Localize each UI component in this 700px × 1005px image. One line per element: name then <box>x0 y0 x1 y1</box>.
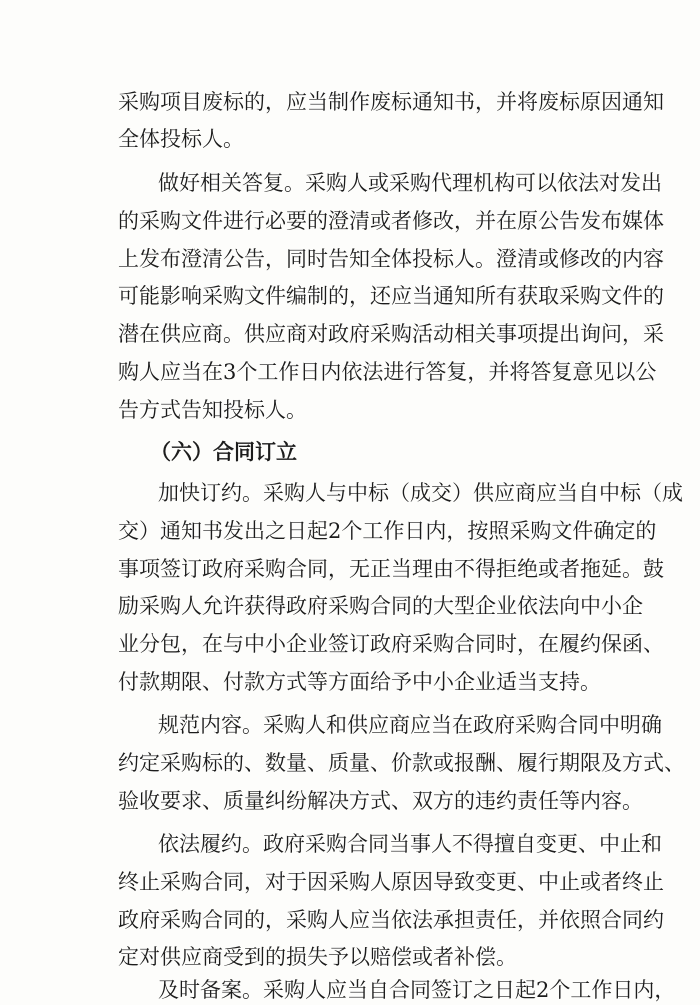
text-line: 事项签订政府采购合同，无正当理由不得拒绝或者拖延。鼓 <box>118 557 664 581</box>
text-line: 约定采购标的、数量、质量、价款或报酬、履行期限及方式、 <box>118 751 685 775</box>
paragraph-first-line: 规范内容。采购人和供应商应当在政府采购合同中明确 <box>158 713 662 737</box>
text-line: 采购项目废标的，应当制作废标通知书，并将废标原因通知 <box>118 90 664 114</box>
text-line: 终止采购合同，对于因采购人原因导致变更、中止或者终止 <box>118 870 664 894</box>
text-line: 上发布澄清公告，同时告知全体投标人。澄清或修改的内容 <box>118 247 664 271</box>
paragraph-first-line: 及时备案。采购人应当自合同签订之日起2个工作日内， <box>158 978 676 1002</box>
text-line: 交）通知书发出之日起2个工作日内，按照采购文件确定的 <box>118 519 657 543</box>
text-line: 全体投标人。 <box>118 127 244 151</box>
text-line: 购人应当在3个工作日内依法进行答复，并将答复意见以公 <box>118 360 657 384</box>
text-line: 告方式告知投标人。 <box>118 398 307 422</box>
paragraph-first-line: 做好相关答复。采购人或采购代理机构可以依法对发出 <box>158 171 662 195</box>
text-line: 励采购人允许获得政府采购合同的大型企业依法向中小企 <box>118 594 643 618</box>
text-line: 政府采购合同的，采购人应当依法承担责任，并依照合同约 <box>118 908 664 932</box>
paragraph-first-line: 加快订约。采购人与中标（成交）供应商应当自中标（成 <box>158 481 683 505</box>
text-line: 定对供应商受到的损失予以赔偿或者补偿。 <box>118 945 517 969</box>
text-line: 的采购文件进行必要的澄清或者修改，并在原公告发布媒体 <box>118 209 664 233</box>
section-heading: （六）合同订立 <box>150 440 297 464</box>
text-line: 付款期限、付款方式等方面给予中小企业适当支持。 <box>118 670 601 694</box>
text-line: 可能影响采购文件编制的，还应当通知所有获取采购文件的 <box>118 284 664 308</box>
paragraph-first-line: 依法履约。政府采购合同当事人不得擅自变更、中止和 <box>158 832 662 856</box>
text-line: 验收要求、质量纠纷解决方式、双方的违约责任等内容。 <box>118 789 643 813</box>
text-line: 业分包，在与中小企业签订政府采购合同时，在履约保函、 <box>118 632 664 656</box>
text-line: 潜在供应商。供应商对政府采购活动相关事项提出询问，采 <box>118 322 664 346</box>
